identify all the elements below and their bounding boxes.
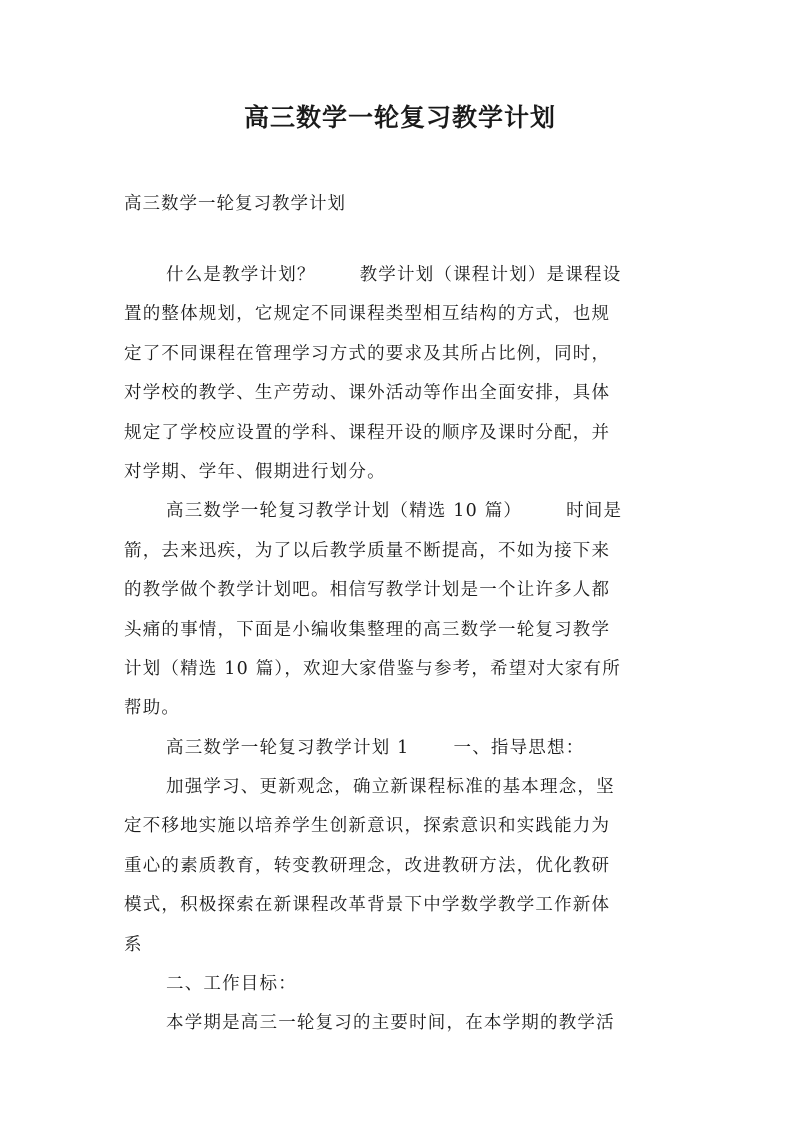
page-title: 高三数学一轮复习教学计划 [243,103,556,132]
body-line: 高三数学一轮复习教学计划 1 一、指导思想： [166,737,585,758]
body-line: 头痛的事情，下面是小编收集整理的高三数学一轮复习教学 [124,619,611,640]
body-line: 定了不同课程在管理学习方式的要求及其所占比例，同时， [124,343,611,364]
document-subtitle: 高三数学一轮复习教学计划 [124,194,346,214]
body-line: 规定了学校应设置的学科、课程开设的顺序及课时分配，并 [124,422,611,443]
body-line: 本学期是高三一轮复习的主要时间，在本学期的教学活 [166,1013,615,1034]
body-line: 对学校的教学、生产劳动、课外活动等作出全面安排，具体 [124,383,611,404]
document-body [124,256,699,1044]
body-line: 高三数学一轮复习教学计划（精选 10 篇） 时间是 [166,501,623,522]
body-line: 什么是教学计划？ 教学计划（课程计划）是课程设 [166,265,622,285]
body-line: 帮助。 [124,698,181,719]
body-line: 模式，积极探索在新课程改革背景下中学数学教学工作新体 [124,895,611,916]
body-line: 重心的素质教育，转变教研理念，改进教研方法，优化教研 [124,855,611,876]
body-line: 箭，去来迅疾，为了以后教学质量不断提高，不如为接下来 [124,540,611,561]
body-line: 计划（精选 10 篇），欢迎大家借鉴与参考，希望对大家有所 [124,658,621,679]
body-line: 定不移地实施以培养学生创新意识，探索意识和实践能力为 [124,816,611,837]
body-line: 二、工作目标： [166,974,297,995]
body-line: 对学期、学年、假期进行划分。 [124,461,386,482]
body-line: 置的整体规划，它规定不同课程类型相互结构的方式，也规 [124,304,611,325]
body-line: 系 [124,934,143,955]
body-line: 加强学习、更新观念，确立新课程标准的基本理念，坚 [166,777,615,798]
body-line: 的教学做个教学计划吧。相信写教学计划是一个让许多人都 [124,580,611,601]
